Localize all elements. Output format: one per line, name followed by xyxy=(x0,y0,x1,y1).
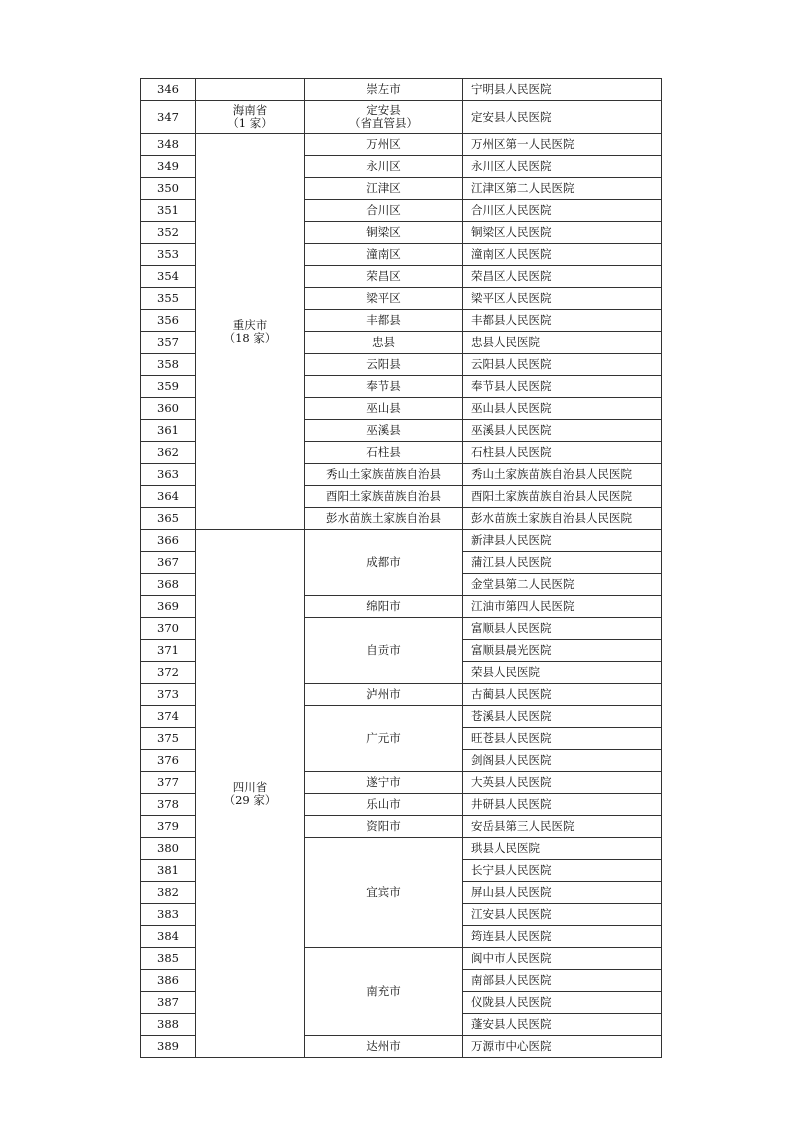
table-row xyxy=(141,79,662,101)
row-number: 366 xyxy=(141,530,196,552)
hospital-list-table xyxy=(140,78,662,1058)
row-number: 360 xyxy=(141,398,196,420)
hospital-name: 梁平区人民医院 xyxy=(463,288,662,310)
hospital-name: 富顺县人民医院 xyxy=(463,618,662,640)
county-name: 永川区 xyxy=(305,156,463,178)
row-number: 382 xyxy=(141,882,196,904)
county-name: 江津区 xyxy=(305,178,463,200)
row-number: 351 xyxy=(141,200,196,222)
county-name: 酉阳土家族苗族自治县 xyxy=(305,486,463,508)
hospital-name: 蒲江县人民医院 xyxy=(463,552,662,574)
row-number: 348 xyxy=(141,134,196,156)
hospital-name: 珙县人民医院 xyxy=(463,838,662,860)
hospital-name: 大英县人民医院 xyxy=(463,772,662,794)
city-name: 绵阳市 xyxy=(305,596,463,618)
city-name: 广元市 xyxy=(305,706,463,772)
hospital-name: 荣县人民医院 xyxy=(463,662,662,684)
county-name: 忠县 xyxy=(305,332,463,354)
county-name: 铜梁区 xyxy=(305,222,463,244)
city-name: 南充市 xyxy=(305,948,463,1036)
city-name: 资阳市 xyxy=(305,816,463,838)
row-number: 370 xyxy=(141,618,196,640)
hospital-name: 酉阳土家族苗族自治县人民医院 xyxy=(463,486,662,508)
county-name: 合川区 xyxy=(305,200,463,222)
county-name: 云阳县 xyxy=(305,354,463,376)
hospital-name: 潼南区人民医院 xyxy=(463,244,662,266)
hospital-name: 彭水苗族土家族自治县人民医院 xyxy=(463,508,662,530)
row-number: 369 xyxy=(141,596,196,618)
hospital-name: 旺苍县人民医院 xyxy=(463,728,662,750)
province-cell-chongqing xyxy=(196,134,305,530)
hospital-name: 万源市中心医院 xyxy=(463,1036,662,1058)
hospital-name: 金堂县第二人民医院 xyxy=(463,574,662,596)
row-number: 355 xyxy=(141,288,196,310)
hospital-name: 安岳县第三人民医院 xyxy=(463,816,662,838)
row-number: 377 xyxy=(141,772,196,794)
row-number: 362 xyxy=(141,442,196,464)
hospital-name: 万州区第一人民医院 xyxy=(463,134,662,156)
hospital-name: 江油市第四人民医院 xyxy=(463,596,662,618)
row-number: 361 xyxy=(141,420,196,442)
row-number: 387 xyxy=(141,992,196,1014)
row-number: 372 xyxy=(141,662,196,684)
county-name: 丰都县 xyxy=(305,310,463,332)
row-number: 386 xyxy=(141,970,196,992)
county-name: 定安县 xyxy=(366,103,401,117)
row-number: 357 xyxy=(141,332,196,354)
county-name: 秀山土家族苗族自治县 xyxy=(305,464,463,486)
hospital-name: 忠县人民医院 xyxy=(463,332,662,354)
city-name: 遂宁市 xyxy=(305,772,463,794)
hospital-name: 苍溪县人民医院 xyxy=(463,706,662,728)
hospital-name: 江安县人民医院 xyxy=(463,904,662,926)
table-row xyxy=(141,530,662,552)
hospital-name: 石柱县人民医院 xyxy=(463,442,662,464)
row-number: 375 xyxy=(141,728,196,750)
hospital-name: 巫溪县人民医院 xyxy=(463,420,662,442)
table-row xyxy=(141,134,662,156)
row-number: 380 xyxy=(141,838,196,860)
province-name: 海南省 xyxy=(232,103,268,117)
county-name: 彭水苗族土家族自治县 xyxy=(305,508,463,530)
province-cell-empty xyxy=(196,79,305,101)
hospital-name: 合川区人民医院 xyxy=(463,200,662,222)
row-number: 354 xyxy=(141,266,196,288)
hospital-name: 丰都县人民医院 xyxy=(463,310,662,332)
county-name: 巫山县 xyxy=(305,398,463,420)
city-name: 达州市 xyxy=(305,1036,463,1058)
hospital-name: 蓬安县人民医院 xyxy=(463,1014,662,1036)
hospital-name: 古蔺县人民医院 xyxy=(463,684,662,706)
hospital-name: 云阳县人民医院 xyxy=(463,354,662,376)
county-name: 万州区 xyxy=(305,134,463,156)
county-name: 奉节县 xyxy=(305,376,463,398)
hospital-name: 铜梁区人民医院 xyxy=(463,222,662,244)
row-number: 346 xyxy=(141,79,196,101)
hospital-name: 宁明县人民医院 xyxy=(463,79,662,101)
table-row xyxy=(141,101,662,134)
row-number: 379 xyxy=(141,816,196,838)
hospital-name: 定安县人民医院 xyxy=(463,101,662,134)
hospital-name: 井研县人民医院 xyxy=(463,794,662,816)
province-count: （29 家） xyxy=(223,792,277,807)
row-number: 368 xyxy=(141,574,196,596)
hospital-name: 秀山土家族苗族自治县人民医院 xyxy=(463,464,662,486)
row-number: 381 xyxy=(141,860,196,882)
hospital-name: 富顺县晨光医院 xyxy=(463,640,662,662)
row-number: 350 xyxy=(141,178,196,200)
county-name: 石柱县 xyxy=(305,442,463,464)
city-name: 乐山市 xyxy=(305,794,463,816)
row-number: 365 xyxy=(141,508,196,530)
row-number: 358 xyxy=(141,354,196,376)
row-number: 359 xyxy=(141,376,196,398)
city-name: 自贡市 xyxy=(305,618,463,684)
county-name: 潼南区 xyxy=(305,244,463,266)
county-name: 荣昌区 xyxy=(305,266,463,288)
county-cell xyxy=(305,101,463,134)
hospital-name: 阆中市人民医院 xyxy=(463,948,662,970)
county-note: （省直管县） xyxy=(349,116,418,130)
row-number: 367 xyxy=(141,552,196,574)
hospital-name: 剑阁县人民医院 xyxy=(463,750,662,772)
row-number: 389 xyxy=(141,1036,196,1058)
row-number: 364 xyxy=(141,486,196,508)
city-name: 泸州市 xyxy=(305,684,463,706)
province-name: 重庆市 xyxy=(232,317,268,332)
row-number: 347 xyxy=(141,101,196,134)
hospital-name: 江津区第二人民医院 xyxy=(463,178,662,200)
row-number: 371 xyxy=(141,640,196,662)
province-count: （18 家） xyxy=(223,330,277,345)
hospital-name: 屏山县人民医院 xyxy=(463,882,662,904)
province-cell-hainan xyxy=(196,101,305,134)
county-name: 梁平区 xyxy=(305,288,463,310)
province-cell-sichuan xyxy=(196,530,305,1058)
province-count: （1 家） xyxy=(227,116,273,130)
hospital-name: 新津县人民医院 xyxy=(463,530,662,552)
hospital-name: 巫山县人民医院 xyxy=(463,398,662,420)
hospital-name: 荣昌区人民医院 xyxy=(463,266,662,288)
province-name: 四川省 xyxy=(232,779,268,794)
hospital-name: 南部县人民医院 xyxy=(463,970,662,992)
row-number: 353 xyxy=(141,244,196,266)
hospital-name: 仪陇县人民医院 xyxy=(463,992,662,1014)
hospital-name: 筠连县人民医院 xyxy=(463,926,662,948)
row-number: 373 xyxy=(141,684,196,706)
row-number: 356 xyxy=(141,310,196,332)
city-name: 成都市 xyxy=(305,530,463,596)
row-number: 378 xyxy=(141,794,196,816)
row-number: 374 xyxy=(141,706,196,728)
row-number: 376 xyxy=(141,750,196,772)
row-number: 384 xyxy=(141,926,196,948)
row-number: 363 xyxy=(141,464,196,486)
row-number: 388 xyxy=(141,1014,196,1036)
hospital-name: 奉节县人民医院 xyxy=(463,376,662,398)
row-number: 385 xyxy=(141,948,196,970)
row-number: 349 xyxy=(141,156,196,178)
county-name: 巫溪县 xyxy=(305,420,463,442)
hospital-name: 永川区人民医院 xyxy=(463,156,662,178)
county-name: 崇左市 xyxy=(305,79,463,101)
row-number: 383 xyxy=(141,904,196,926)
hospital-name: 长宁县人民医院 xyxy=(463,860,662,882)
city-name: 宜宾市 xyxy=(305,838,463,948)
row-number: 352 xyxy=(141,222,196,244)
